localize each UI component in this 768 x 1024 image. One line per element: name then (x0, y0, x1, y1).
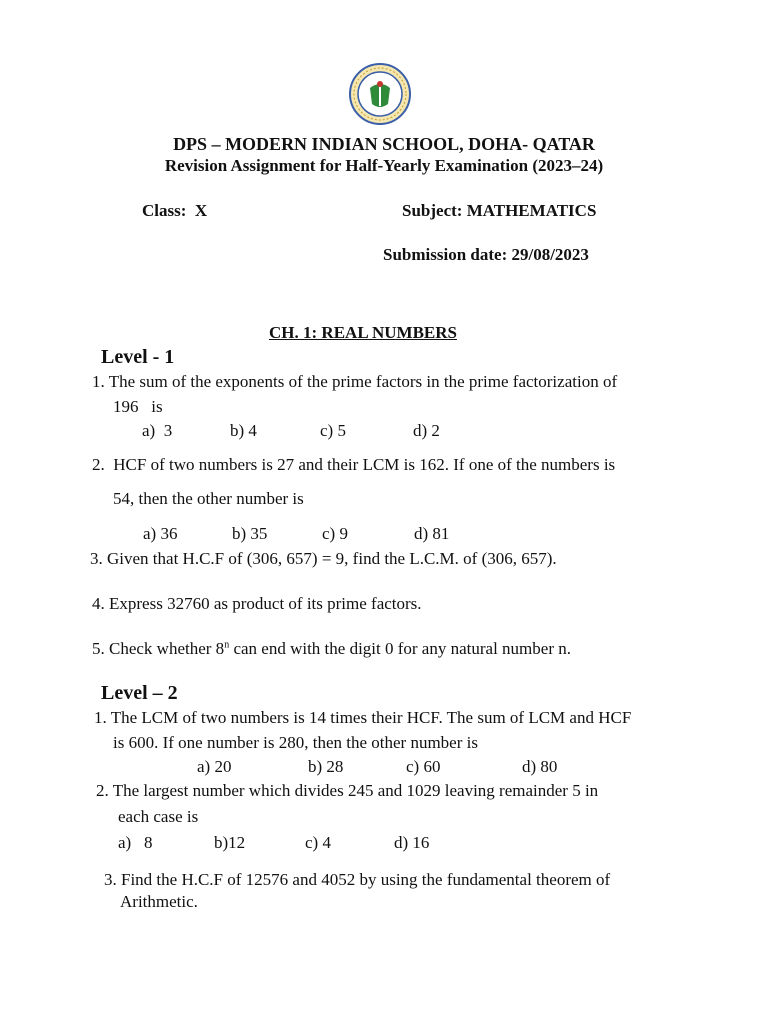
l1-q1-option-a: a) 3 (142, 421, 173, 440)
l2-q1-option-a: a) 20 (197, 757, 232, 776)
submission-date: Submission date: 29/08/2023 (383, 245, 589, 264)
subject-line: Subject: MATHEMATICS (402, 201, 597, 220)
assignment-title: Revision Assignment for Half-Yearly Examination (2023–24) (164, 156, 604, 175)
l2-q2-option-a: a) 8 (118, 833, 153, 852)
l1-q5-prefix: 5. Check whether 8 (92, 639, 225, 658)
l2-q2-option-b: b)12 (214, 833, 246, 852)
l2-q2-line2: each case is (118, 807, 199, 826)
l1-q5-exponent: n (224, 639, 230, 651)
l1-q2-option-d: d) 81 (414, 524, 450, 543)
l1-q2-line2: 54, then the other number is (113, 489, 304, 508)
l2-q1-line2: is 600. If one number is 280, then the other number is (113, 733, 478, 752)
l2-q1-option-c: c) 60 (406, 757, 441, 776)
l2-q1-line1: 1. The LCM of two numbers is 14 times their HCF. The sum of LCM and HCF (94, 708, 632, 727)
l1-q1-option-d: d) 2 (413, 421, 440, 440)
chapter-heading: CH. 1: REAL NUMBERS (269, 323, 457, 342)
class-line: Class: X (142, 201, 208, 220)
l1-q4: 4. Express 32760 as product of its prime factors. (92, 594, 422, 613)
l2-q1-option-b: b) 28 (308, 757, 344, 776)
l1-q3: 3. Given that H.C.F of (306, 657) = 9, find the L.C.M. of (306, 657). (90, 549, 557, 568)
l2-q2-option-d: d) 16 (394, 833, 430, 852)
l2-q2-line1: 2. The largest number which divides 245 and 1029 leaving remainder 5 in (96, 781, 599, 800)
l1-q2-option-b: b) 35 (232, 524, 268, 543)
l1-q2-option-a: a) 36 (143, 524, 178, 543)
l1-q1-option-c: c) 5 (320, 421, 346, 440)
l2-q1-option-d: d) 80 (522, 757, 558, 776)
l1-q2-line1: 2. HCF of two numbers is 27 and their LCM is 162. If one of the numbers is (92, 455, 616, 474)
l1-q5-suffix: can end with the digit 0 for any natural number n. (229, 639, 571, 658)
l1-q1-line2: 196 is (113, 397, 163, 416)
school-name: DPS – MODERN INDIAN SCHOOL, DOHA- QATAR (173, 134, 595, 154)
l2-q3-line1: 3. Find the H.C.F of 12576 and 4052 by using the fundamental theorem of (104, 870, 611, 889)
l1-q1-line1: 1. The sum of the exponents of the prime factors in the prime factorization of (92, 372, 618, 391)
l1-q5 (92, 639, 571, 659)
l1-q1-option-b: b) 4 (230, 421, 257, 440)
level-1-heading: Level - 1 (101, 346, 175, 368)
school-logo (348, 62, 412, 126)
l2-q3-line2: Arithmetic. (120, 892, 198, 911)
l1-q2-option-c: c) 9 (322, 524, 348, 543)
l2-q2-option-c: c) 4 (305, 833, 331, 852)
level-2-heading: Level – 2 (101, 682, 178, 704)
